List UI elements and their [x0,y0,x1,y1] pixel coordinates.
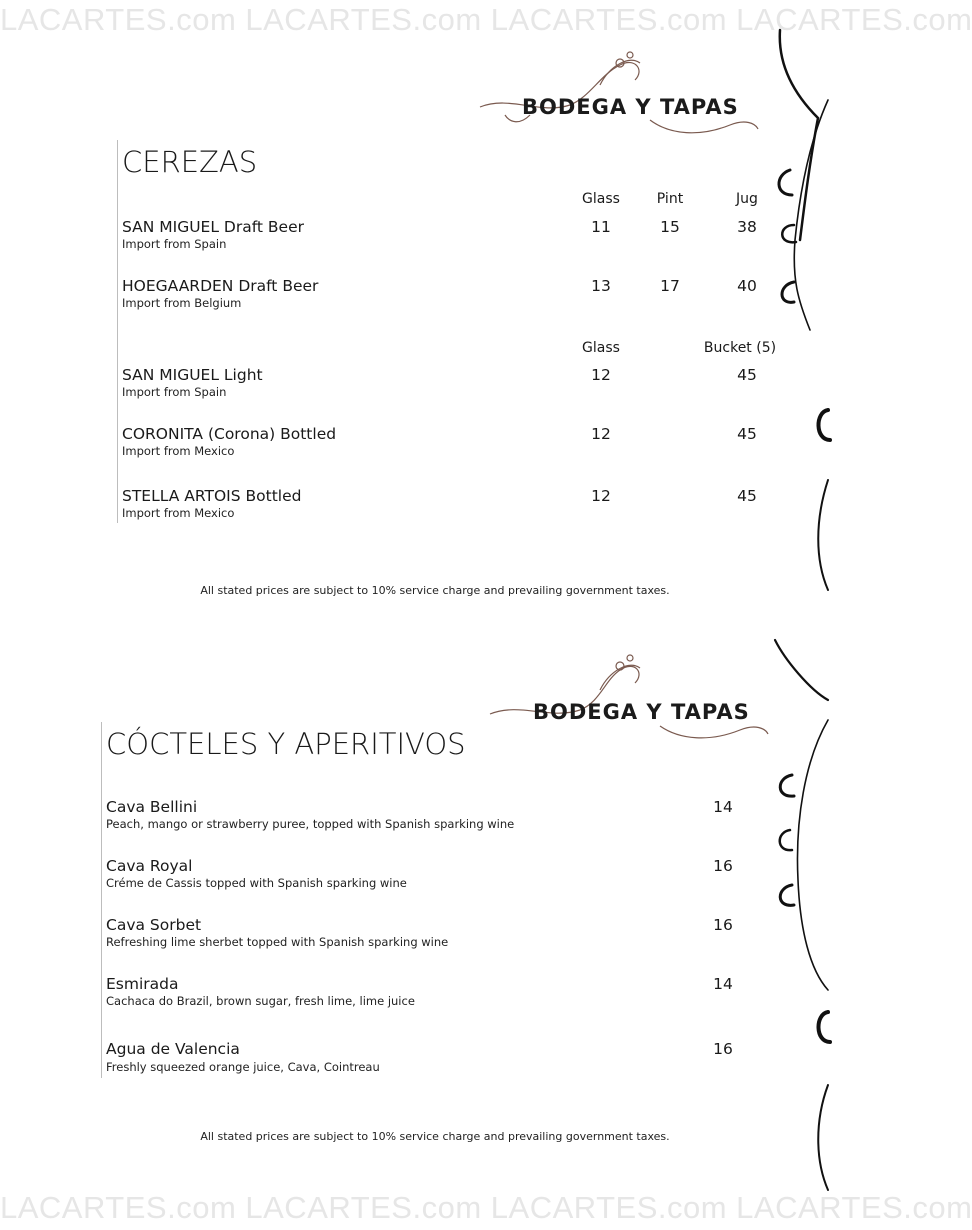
price-bucket: 45 [737,425,757,443]
column-header-glass: Glass [582,340,620,356]
menu-item-name: Esmirada [106,975,179,993]
menu-item-name: SAN MIGUEL Draft Beer [122,218,304,236]
menu-item-price: 16 [713,916,733,934]
logo-ornament-icon [480,648,770,748]
price-glass: 12 [591,366,611,384]
price-pint: 17 [660,277,680,295]
menu-item-price: 14 [713,975,733,993]
menu-item-origin: Import from Mexico [122,506,235,520]
price-bucket: 45 [737,366,757,384]
price-jug: 38 [737,218,757,236]
menu-item-price: 14 [713,798,733,816]
price-glass: 12 [591,425,611,443]
menu-item-name: Agua de Valencia [106,1040,240,1058]
menu-item-price: 16 [713,857,733,875]
section-divider [101,722,102,1078]
service-charge-note: All stated prices are subject to 10% service charge and prevailing government taxes. [200,584,670,597]
price-glass: 12 [591,487,611,505]
price-pint: 15 [660,218,680,236]
brand-logo: BODEGA Y TAPAS [522,95,739,119]
price-glass: 11 [591,218,611,236]
menu-item-name: SAN MIGUEL Light [122,366,263,384]
menu-item-description: Peach, mango or strawberry puree, topped with Spanish sparking wine [106,817,515,831]
menu-item-origin: Import from Mexico [122,444,235,458]
price-jug: 40 [737,277,757,295]
section-divider [117,140,118,523]
menu-item-origin: Import from Spain [122,385,227,399]
menu-item-description: Cachaca do Brazil, brown sugar, fresh lime, lime juice [106,994,415,1008]
menu-item-description: Refreshing lime sherbet topped with Spanish sparking wine [106,935,449,949]
watermark-bottom: LACARTES.com LACARTES.com LACARTES.com LACARTES.com [0,1190,972,1225]
menu-item-name: CORONITA (Corona) Bottled [122,425,337,443]
menu-item-description: Freshly squeezed orange juice, Cava, Cointreau [106,1060,380,1074]
column-header-bucket: Bucket (5) [703,340,777,356]
watermark-top: LACARTES.com LACARTES.com LACARTES.com LACARTES.com [0,2,972,37]
menu-item-name: Cava Bellini [106,798,198,816]
menu-item-price: 16 [713,1040,733,1058]
menu-item-name: Cava Sorbet [106,916,202,934]
menu-item-name: STELLA ARTOIS Bottled [122,487,302,505]
column-header-pint: Pint [656,191,684,207]
menu-item-origin: Import from Belgium [122,296,242,310]
brand-logo: BODEGA Y TAPAS [533,700,750,724]
swirl-decoration-icon [770,0,870,1230]
menu-item-description: Créme de Cassis topped with Spanish sparking wine [106,876,407,890]
menu-item-name: HOEGAARDEN Draft Beer [122,277,319,295]
service-charge-note: All stated prices are subject to 10% service charge and prevailing government taxes. [200,1130,670,1143]
column-header-jug: Jug [736,191,758,207]
page-title: CÓCTELES Y APERITIVOS [106,727,466,761]
page-title: CEREZAS [122,145,258,179]
menu-item-name: Cava Royal [106,857,193,875]
menu-item-origin: Import from Spain [122,237,227,251]
column-header-glass: Glass [582,191,620,207]
price-bucket: 45 [737,487,757,505]
price-glass: 13 [591,277,611,295]
